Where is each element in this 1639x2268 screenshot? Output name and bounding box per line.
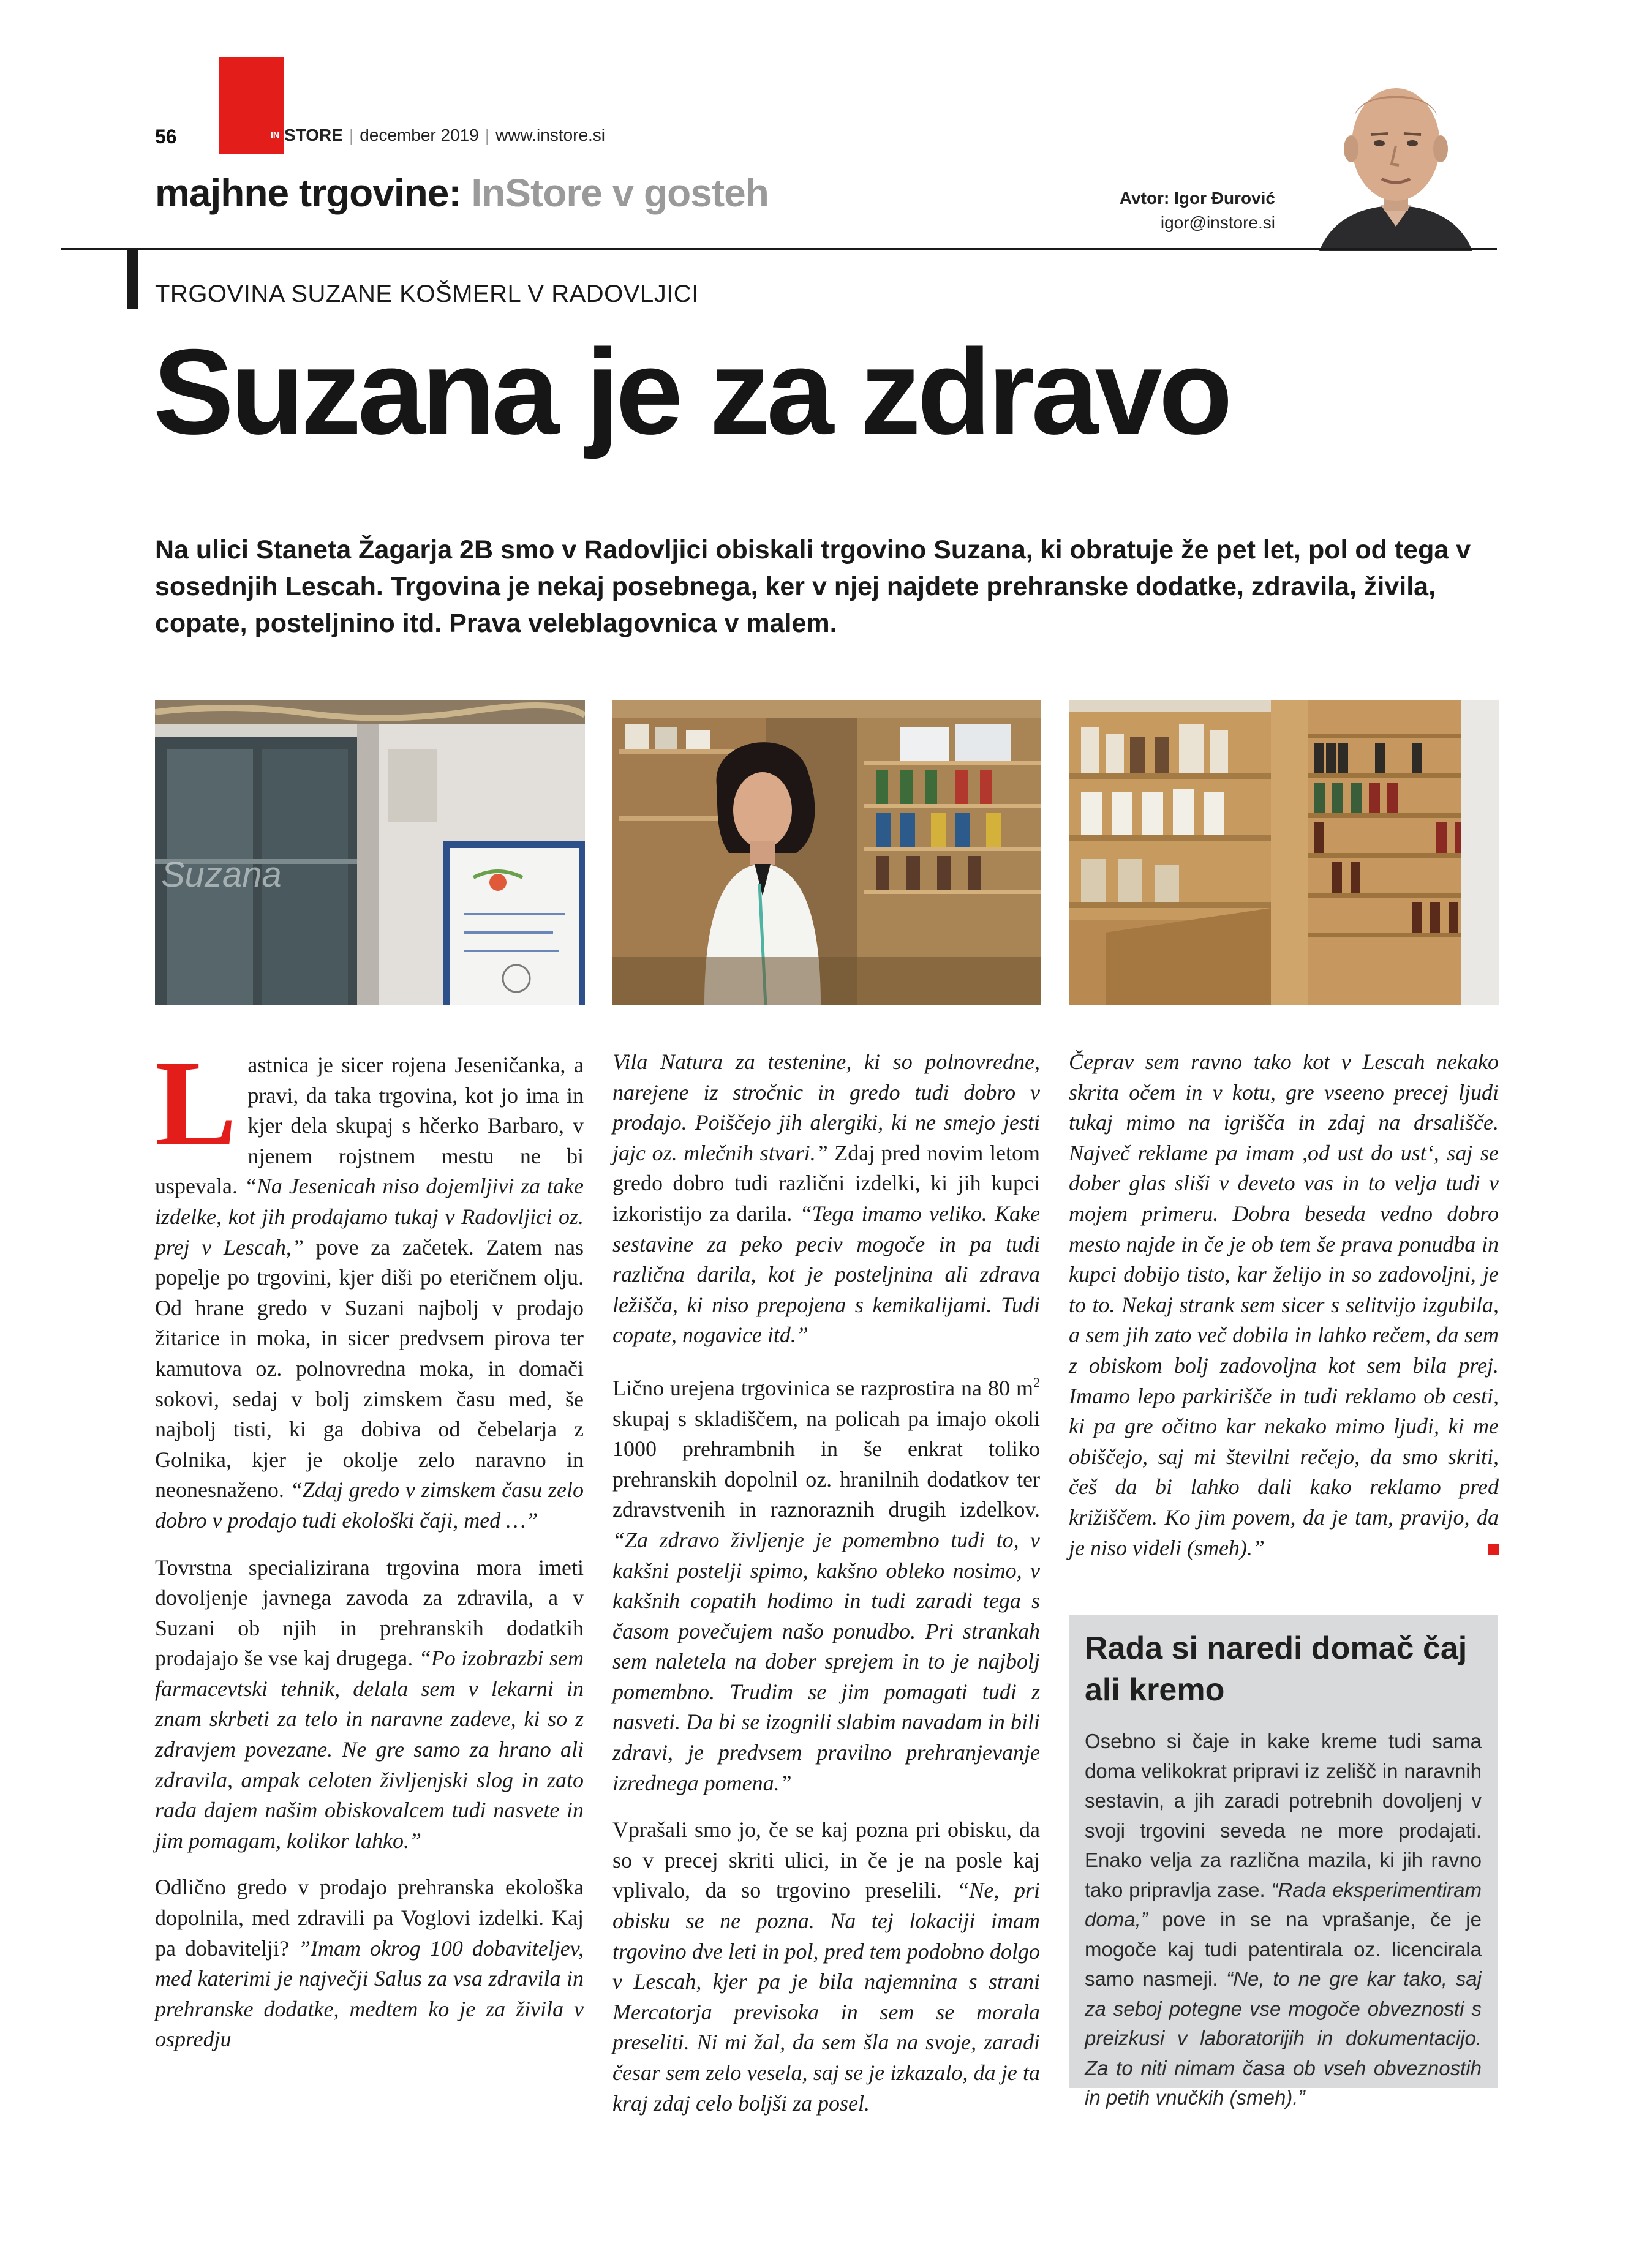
masthead: [268, 126, 605, 145]
article-paragraph: [612, 1815, 1040, 2119]
quote-run: Čeprav sem ravno tako kot v Lescah nekako skrita očem in v kotu, gre vseeno precej ljudi tukaj mimo na igrišča in zdaj na drsališče. Največ reklame pa imam ,od ust do ust‘, saj se dober glas sliši v deveto vas in to velja tudi v mojem primeru. Dobra beseda vedno dobro mesto najde in če je ob tem še prava ponudba in kupci dobijo tisto, kar želijo in so zadovoljni, je to to. Nekaj strank sem sicer s selitvijo izgubila, a sem jih zato več dobila in lahko rečem, da sem z obiskom bolj zadovoljna kot sem bila prej. Imamo lepo parkirišče in tudi reklamo ob cesti, ki pa gre očitno kar nekako mimo ljudi, ki me obiščejo, saj mi številni rečejo, da smo skriti, češ da bi lahko dali kako reklamo pred križiščem. Ko jim povem, da je tam, pravijo, da je niso videli (smeh).”: [1069, 1050, 1499, 1560]
text-run: pove in se na vprašanje, če je mogoče kaj tudi patentirala oz. licencirala samo nasmeji.: [1085, 1908, 1482, 1990]
author-portrait: [1295, 66, 1497, 251]
article-column-3: [1069, 1047, 1499, 1580]
sidebar-title: Rada si naredi domač čaj ali kremo: [1085, 1631, 1468, 1708]
quote-run: “Na Jesenicah niso dojemljivi za take izdelke, kot jih prodajamo tukaj v Radovljici oz. prej v Lescah,”: [155, 1174, 584, 1260]
section-prefix: majhne trgovine:: [155, 171, 461, 215]
text-run: Zdaj pred novim letom gredo dobro tudi različni izdelki, ki jih kupci izkoristijo za darila.: [612, 1140, 1040, 1226]
masthead-separator: |: [349, 126, 354, 145]
text-run: skupaj s skladiščem, na policah pa imajo okoli 1000 prehrambnih in še enkrat toliko prehranskih dopolnil oz. hranilnih dodatkov ter zdravstvenih in raznoraznih drugih izdelkov.: [612, 1406, 1040, 1522]
author-email: igor@instore.si: [1160, 213, 1275, 232]
sidebar-box: [1069, 1615, 1498, 2109]
quote-run: “Rada eksperimentiram doma,”: [1085, 1878, 1482, 1931]
photo-shop-shelves: [1069, 700, 1499, 1005]
text-run: Lično urejena trgovinica se razprostira na 80 m: [612, 1375, 1033, 1400]
quote-run: Vila Natura za testenine, ki so polnovredne, narejene iz stročnic in gredo tudi dobro v prodajo. Poiščejo jih alergiki, ki ne smejo jesti jajc oz. mlečnih stvari.”: [612, 1050, 1040, 1165]
article-headline: Suzana je za zdravo: [153, 324, 1229, 459]
quote-run: “Po izobrazbi sem farmacevtski tehnik, delala sem v lekarni in znam skrbeti za telo in naravne zadeve, ki so z zdravjem povezane. Ne gre samo za hrano ali zdravila, ampak celoten življenjski slog in zato rada dajem našim obiskovalcem tudi nasvete in jim pomagam, kolikor lahko.”: [155, 1646, 584, 1853]
quote-run: “Za zdravo življenje je pomembno tudi to, v kakšni postelji spimo, kakšno obleko nosimo, v kakšnih copatih hodimo in tudi zaradi tega s časom povečujem našo ponudbo. Pri strankah sem naletela na dober sprejem in to je najbolj pomembno. Trudim se jim pomagati tudi z nasveti. Da bi se izognili slabim navadam in bili zdravi, je predvsem pravilno prehranjevanje izrednega pomena.”: [612, 1527, 1040, 1795]
text-run: astnica je sicer rojena Jeseničanka, a pravi, da taka trgovina, kot jo ima in kjer dela skupaj s hčerko Barbaro, v njenem rojstnem mestu ne bi uspevala.: [155, 1053, 584, 1199]
text-run: Odlično gredo v prodajo prehranska ekološka dopolnila, med zdravili pa Voglovi izdelki. Kaj pa dobavitelji?: [155, 1875, 584, 1961]
text-run: pove za začetek. Zatem nas popelje po trgovini, kjer diši po eteričnem olju. Od hrane gredo v Suzani najbolj v prodajo žitarice in moka, in sicer predvsem pirova ter kamutova oz. polnovredna moka, in domači sokovi, sedaj v bolj zimskem času med, še najbolj tisti, ki ga dobiva od čebelarja z Golnika, kjer je okolje zelo naravno in neonesnaženo.: [155, 1234, 584, 1503]
article-paragraph: [612, 1047, 1040, 1351]
superscript: 2: [1033, 1374, 1040, 1390]
website-url: www.instore.si: [495, 126, 606, 145]
quote-run: “Ne, pri obisku se ne pozna. Na tej lokaciji imam trgovino dve leti in pol, pred tem podobno dolgo v Lescah, kjer pa je bila najemnina s strani Mercatorja previsoka in sem se morala preseliti. Ni mi žal, da sem šla na svoje, zaradi česar sem zelo vesela, saj se je izkazalo, da je ta kraj zdaj celo boljši za posel.: [612, 1878, 1040, 2116]
quote-run: “Tega imamo veliko. Kake sestavine za peko peciv mogoče in pa tudi različna darila, kot je posteljnina ali zdrava ležišča, ki niso prepojena s kemikalijami. Tudi copate, nogavice itd.”: [612, 1201, 1040, 1348]
article-lede: Na ulici Staneta Žagarja 2B smo v Radovljici obiskali trgovino Suzana, ki obratuje že pet let, pol od tega v sosednjih Lescah. Trgovina je nekaj posebnega, ker v njej najdete prehranske dodatke, zdravila, živila, copate, posteljnino itd. Prava veleblagovnica v malem.: [155, 535, 1471, 638]
article-paragraph: [612, 1367, 1040, 1798]
author-name: Avtor: Igor Đurović: [1119, 189, 1275, 208]
drop-cap: L: [155, 1036, 237, 1171]
article-kicker: TRGOVINA SUZANE KOŠMERL V RADOVLJICI: [155, 280, 699, 307]
article-paragraph: [155, 1036, 584, 1536]
article-paragraph: [155, 1872, 584, 2055]
issue-date: december 2019: [360, 126, 479, 145]
shop-window-lettering: Suzana: [161, 855, 282, 895]
kicker-bar: [127, 250, 138, 309]
sidebar-text: [1085, 1727, 1482, 2113]
end-mark: [1488, 1544, 1499, 1555]
section-title: [155, 170, 769, 216]
author-credit: [1120, 186, 1275, 235]
article-column-2: [612, 1047, 1040, 2135]
photo-shop-owner: [612, 700, 1041, 1005]
header-rule: [61, 248, 1497, 250]
text-run: Tovrstna specializirana trgovina mora imeti dovoljenje javnega zavoda za zdravila, a v Suzani ob njih in prehranskih dodatkih prodajajo še vse kaj drugega.: [155, 1555, 584, 1671]
photo-shop-entrance: [155, 700, 585, 1005]
page-number: 56: [155, 126, 177, 148]
text-run: Vprašali smo jo, če se kaj pozna pri obisku, da so v precej skriti ulici, in če je na posle kaj vplivalo, da so trgovino preselili.: [612, 1817, 1040, 1903]
article-paragraph: [1069, 1047, 1499, 1563]
instore-logo-store: STORE: [284, 126, 343, 145]
quote-run: “Zdaj gredo v zimskem času zelo dobro v prodajo tudi ekološki čaji, med …”: [155, 1478, 584, 1533]
article-paragraph: [155, 1553, 584, 1857]
text-run: Osebno si čaje in kake kreme tudi sama doma velikokrat pripravi iz zelišč in naravnih sestavin, a jih zaradi potrebnih dovoljenj v svoji trgovini seveda ne more prodajati. Enako velja za različna mazila, ki jih ravno tako pripravlja zase.: [1085, 1730, 1482, 1901]
quote-run: ”Imam okrog 100 dobaviteljev, med katerimi je največji Salus za vsa zdravila in prehranske dodatke, medtem ko je za živila v ospredju: [155, 1936, 584, 2052]
instore-logo-in: IN: [268, 129, 282, 140]
article-column-1: [155, 1036, 584, 2071]
quote-run: “Ne, to ne gre kar tako, saj za seboj potegne vse mogoče obveznosti s preizkusi v laboratorijih in dokumentacijo. Za to niti nimam časa ob vseh obveznostih in petih vnučkih (smeh).”: [1085, 1967, 1482, 2109]
section-name: InStore v gosteh: [471, 171, 769, 215]
masthead-separator: |: [484, 126, 490, 145]
